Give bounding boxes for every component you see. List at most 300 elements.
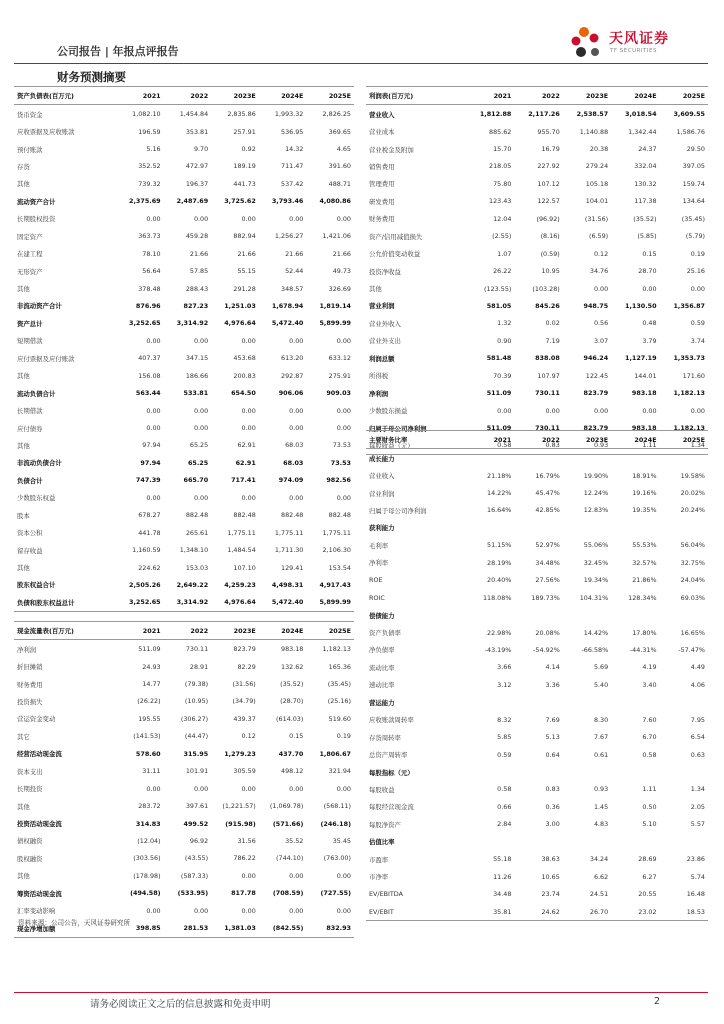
cell-value <box>611 833 659 850</box>
table-row <box>366 589 708 606</box>
table-row <box>14 437 354 454</box>
row-label: 营运能力 <box>369 698 395 707</box>
cell-value: 56.64 <box>142 267 161 276</box>
cell-value: 2,538.57 <box>576 110 609 119</box>
cell-value: 0.00 <box>241 784 256 793</box>
row-label: 其他 <box>17 872 30 881</box>
cell-value <box>514 763 562 780</box>
cell-value: 23.02 <box>611 903 659 921</box>
cell-value: 15.70 <box>493 145 512 154</box>
row-label: 每股指标（元） <box>369 768 414 777</box>
table-row <box>366 746 708 763</box>
cell-value: 29.50 <box>686 145 705 154</box>
cell-value: 537.42 <box>281 179 304 188</box>
cell-value: 882.48 <box>185 511 209 520</box>
cell-value: 678.27 <box>138 511 161 520</box>
cell-value: 78.10 <box>142 249 161 258</box>
cell-value: (744.10) <box>276 854 304 863</box>
row-label: 长期股权投资 <box>17 215 56 224</box>
cell-value: 397.05 <box>682 162 705 171</box>
cell-value: 0.00 <box>193 906 209 915</box>
cell-value: 1,279.23 <box>224 749 256 758</box>
cell-value: 57.85 <box>189 267 209 276</box>
cell-value <box>611 606 659 623</box>
cell-value: 1,251.03 <box>224 301 256 310</box>
row-label: 净利率 <box>369 559 389 568</box>
cell-value: 1,182.13 <box>673 424 705 433</box>
cell-value <box>660 606 708 623</box>
cell-value: 153.03 <box>185 563 209 572</box>
table-row <box>366 484 708 501</box>
cell-value: (44.47) <box>184 732 209 741</box>
cell-value: 4.06 <box>690 680 705 689</box>
row-label: ROE <box>369 576 383 585</box>
row-label: 投资活动现金流 <box>17 820 62 829</box>
cell-value: 20.40% <box>487 576 512 585</box>
table-row <box>14 780 354 797</box>
cell-value: 68.03 <box>285 441 304 450</box>
table-row <box>14 315 354 332</box>
table-row <box>14 675 354 692</box>
logo-text-en: TF SECURITIES <box>610 48 657 54</box>
cell-value: 838.08 <box>535 354 560 363</box>
cell-value: 5,472.40 <box>259 594 307 612</box>
cell-value: 34.76 <box>589 267 609 276</box>
cell-value: 511.09 <box>486 424 512 433</box>
cell-value: (43.55) <box>184 854 209 863</box>
row-label: 成长能力 <box>369 454 395 463</box>
cell-value: 3.40 <box>642 680 657 689</box>
cell-value: 265.61 <box>185 528 209 537</box>
cell-value <box>514 519 562 536</box>
row-label: 每股经营现金流 <box>369 803 414 812</box>
table-row <box>366 537 708 554</box>
row-label: 其他 <box>17 564 30 573</box>
row-label: 经营活动现金流 <box>17 750 62 759</box>
cell-value: 292.87 <box>281 371 304 380</box>
cell-value: 24.62 <box>514 903 562 921</box>
cell-value: 0.00 <box>690 284 705 293</box>
table-row <box>14 885 354 902</box>
table-row <box>14 867 354 884</box>
cell-value: 0.93 <box>593 785 609 794</box>
row-label: EV/EBIT <box>366 903 466 921</box>
table-row <box>14 175 354 192</box>
cell-value: 2,487.69 <box>176 197 209 206</box>
row-label: 存货周转率 <box>369 733 401 742</box>
cell-value: 498.12 <box>281 767 304 776</box>
table-row <box>14 832 354 849</box>
cell-value: 165.36 <box>328 662 351 671</box>
cell-value: 1,678.94 <box>271 301 304 310</box>
cell-value <box>466 449 514 467</box>
cell-value: 107.97 <box>537 371 560 380</box>
table-row <box>14 472 354 489</box>
cell-value: 35.81 <box>466 903 514 921</box>
row-label: 债权融资 <box>17 837 43 846</box>
cell-value: 279.24 <box>585 162 609 171</box>
cell-value: -43.19% <box>484 645 512 654</box>
table-row <box>14 228 354 245</box>
cell-value: 0.00 <box>146 493 161 502</box>
table-row <box>366 903 708 921</box>
cell-value: 730.11 <box>535 389 560 398</box>
row-label: 存货 <box>17 162 30 171</box>
cell-value: 0.00 <box>146 336 161 345</box>
cell-value <box>563 833 611 850</box>
cell-value: 2,117.26 <box>528 110 560 119</box>
brand-logo <box>569 24 684 62</box>
cell-value: 581.48 <box>486 354 512 363</box>
cell-value: 488.71 <box>328 179 351 188</box>
cell-value: 0.93 <box>563 437 611 455</box>
cell-value: 876.96 <box>135 301 161 310</box>
row-label: 股权融资 <box>17 854 43 863</box>
cell-value <box>466 519 514 536</box>
row-label: 销售费用 <box>369 162 395 171</box>
cell-value: 0.58 <box>466 437 514 455</box>
row-label: 归属于母公司净利润 <box>369 424 427 433</box>
row-label: 所得税 <box>369 372 389 381</box>
cell-value: 10.65 <box>541 872 560 881</box>
table-row <box>366 105 708 123</box>
cell-value: 42.85% <box>535 506 560 515</box>
year-header: 2025E <box>306 622 354 640</box>
cell-value: 28.19% <box>487 558 512 567</box>
balance-sheet-table <box>14 86 354 612</box>
cell-value: 2,505.26 <box>129 580 161 589</box>
cell-value: 909.03 <box>326 389 351 398</box>
cell-value: (96.92) <box>536 214 560 223</box>
cell-value: (5.79) <box>685 232 705 241</box>
cell-value: 28.69 <box>638 855 657 864</box>
cell-value: 16.65% <box>680 628 705 637</box>
table-row <box>14 297 354 314</box>
table-row <box>14 262 354 279</box>
cell-value <box>563 606 611 623</box>
table-row <box>366 140 708 157</box>
row-label: 市净率 <box>369 873 389 882</box>
table-row <box>366 816 708 833</box>
row-label: 流动负债合计 <box>17 389 56 398</box>
cell-value: 129.41 <box>281 563 304 572</box>
logo-text-cn: 天风证券 <box>609 31 669 47</box>
cell-value: 26.22 <box>493 267 512 276</box>
cell-value: 20.02% <box>680 489 705 498</box>
cell-value: 0.63 <box>690 750 705 759</box>
table-row <box>366 711 708 728</box>
cell-value: 4,917.43 <box>319 580 351 589</box>
row-label: 汇率变动影响 <box>17 907 56 916</box>
cell-value: (12.04) <box>137 836 161 845</box>
row-label: 少数股东权益 <box>17 494 56 503</box>
cell-value: (31.56) <box>232 680 256 689</box>
cell-value: 0.12 <box>593 249 609 258</box>
row-label: 资产负债率 <box>369 629 401 638</box>
cell-value: (35.45) <box>327 680 351 689</box>
cell-value: (494.58) <box>130 889 161 898</box>
cell-value: 0.00 <box>289 906 304 915</box>
cell-value: 26.70 <box>563 903 611 921</box>
cell-value: 2.84 <box>497 820 512 829</box>
section-title: 财务预测摘要 <box>57 70 126 84</box>
cell-value: 12.83% <box>583 506 609 515</box>
row-label: 预付账款 <box>17 145 43 154</box>
cell-value: 3.79 <box>642 336 657 345</box>
cell-value: 407.37 <box>138 354 161 363</box>
cell-value: 0.00 <box>336 406 351 415</box>
cell-value: 104.31% <box>579 593 609 602</box>
cell-value: 0.00 <box>593 284 609 293</box>
cell-value: (34.79) <box>232 697 256 706</box>
cell-value: 0.00 <box>241 906 256 915</box>
cell-value: 0.00 <box>336 214 351 223</box>
cell-value: 1,993.32 <box>274 110 304 119</box>
cell-value <box>611 763 659 780</box>
cell-value: (35.52) <box>280 680 304 689</box>
cell-value: 14.42% <box>583 628 609 637</box>
cell-value: 363.73 <box>138 232 161 241</box>
cell-value: 0.00 <box>336 493 351 502</box>
table-row <box>366 659 708 676</box>
row-label: 货币资金 <box>17 110 43 119</box>
cell-value: (614.03) <box>276 714 304 723</box>
row-label: 营业利润 <box>369 489 395 498</box>
year-header: 2023E <box>211 87 259 105</box>
cell-value: 189.73% <box>531 593 560 602</box>
cell-value: 1,819.14 <box>319 301 351 310</box>
cell-value: 391.60 <box>328 162 351 171</box>
row-label: 资产总计 <box>17 319 43 328</box>
cell-value: 171.60 <box>682 371 705 380</box>
cell-value: 3,725.62 <box>224 197 256 206</box>
cell-value: 73.53 <box>332 441 351 450</box>
cell-value: 0.00 <box>146 784 161 793</box>
table-row <box>14 576 354 593</box>
year-header: 2024E <box>259 622 307 640</box>
cell-value: 3,793.46 <box>271 197 304 206</box>
year-header: 2022 <box>164 622 212 640</box>
row-label: 归属于母公司净利润 <box>369 506 427 515</box>
table-row <box>366 798 708 815</box>
cell-value: 257.91 <box>233 127 256 136</box>
cell-value: 0.00 <box>289 406 304 415</box>
cell-value: 0.36 <box>545 802 560 811</box>
cell-value: 0.00 <box>289 336 304 345</box>
cell-value: (28.70) <box>280 697 304 706</box>
cell-value: 1,711.30 <box>274 546 304 555</box>
row-label: 营业收入 <box>369 110 395 119</box>
year-header: 2021 <box>466 431 514 449</box>
table-row <box>366 694 708 711</box>
row-label: 财务费用 <box>17 680 43 689</box>
cell-value: 0.00 <box>193 336 209 345</box>
cell-value: 946.24 <box>583 354 609 363</box>
row-label: 速动比率 <box>369 681 395 690</box>
table-row <box>14 280 354 297</box>
cell-value: 439.37 <box>233 714 256 723</box>
cell-value: 34.24 <box>589 855 609 864</box>
cell-value: 1.11 <box>611 437 659 455</box>
cell-value: 31.56 <box>237 836 256 845</box>
cell-value: 0.00 <box>593 406 609 415</box>
row-label: 每股收益 <box>369 785 395 794</box>
row-label: 总资产周转率 <box>369 751 408 760</box>
cell-value: 144.01 <box>634 371 657 380</box>
cell-value: 0.00 <box>289 424 304 433</box>
row-label: 营业成本 <box>369 128 395 137</box>
cell-value: (0.59) <box>540 249 560 258</box>
cell-value: 665.70 <box>183 476 209 485</box>
table-row <box>366 402 708 419</box>
cell-value: 0.00 <box>241 336 256 345</box>
cell-value: 0.56 <box>593 319 609 328</box>
row-label: 偿债能力 <box>369 611 395 620</box>
row-label: 管理费用 <box>369 180 395 189</box>
cell-value: 107.10 <box>233 563 256 572</box>
table-row <box>14 105 354 123</box>
cell-value: 75.80 <box>493 179 512 188</box>
cell-value: 107.12 <box>537 179 560 188</box>
table-row <box>14 419 354 436</box>
cell-value: 472.97 <box>185 162 209 171</box>
cell-value: 35.45 <box>332 836 351 845</box>
cell-value: 134.64 <box>682 197 705 206</box>
cell-value: 8.30 <box>593 715 609 724</box>
cell-value: 20.38 <box>589 145 609 154</box>
cell-value: 49.73 <box>332 267 351 276</box>
cell-value: 196.59 <box>138 127 161 136</box>
row-label: 投资损失 <box>17 697 43 706</box>
cell-value: 1.45 <box>593 802 609 811</box>
cell-value: 19.90% <box>583 471 609 480</box>
cell-value: 68.03 <box>283 458 304 467</box>
cell-value <box>660 833 708 850</box>
cell-value: 3,609.55 <box>673 110 705 119</box>
cell-value: 25.16 <box>686 267 705 276</box>
cell-value: 3.12 <box>497 680 512 689</box>
table-row <box>366 728 708 745</box>
cell-value: (35.52) <box>633 214 657 223</box>
cell-value: 35.52 <box>285 836 304 845</box>
table-row <box>366 158 708 175</box>
cell-value: 0.00 <box>241 871 256 880</box>
cell-value: 5,899.99 <box>306 594 354 612</box>
cell-value: 38.63 <box>541 855 560 864</box>
cell-value: 1.34 <box>690 785 705 794</box>
cell-value: 1,381.03 <box>211 919 259 937</box>
cell-value: 55.06% <box>583 541 609 550</box>
cell-value <box>514 449 562 467</box>
cell-value <box>514 606 562 623</box>
cell-value: 96.92 <box>189 836 209 845</box>
year-header: 2024E <box>611 87 659 105</box>
cell-value: 153.54 <box>328 563 351 572</box>
row-label: 其他 <box>17 285 30 294</box>
cell-value: 730.11 <box>185 645 209 654</box>
cell-value: 4,976.64 <box>224 319 256 328</box>
cell-value: 0.00 <box>336 336 351 345</box>
table-row <box>14 850 354 867</box>
cell-value: 16.79% <box>535 471 560 480</box>
row-label: 营业外收入 <box>369 319 401 328</box>
cell-value: 955.70 <box>537 127 560 136</box>
footer-disclaimer: 请务必阅读正文之后的信息披露和免责申明 <box>90 999 271 1010</box>
cell-value: 7.95 <box>690 715 705 724</box>
cell-value: 189.19 <box>233 162 256 171</box>
cell-value <box>563 694 611 711</box>
row-label: 其他 <box>17 802 30 811</box>
page-number: 2 <box>654 996 661 1007</box>
cell-value: 1,140.88 <box>579 127 609 136</box>
table-row <box>14 693 354 710</box>
cell-value: 186.66 <box>185 371 209 380</box>
cell-value: 14.32 <box>285 145 304 154</box>
cell-value: 0.00 <box>193 214 209 223</box>
cell-value: 28.70 <box>638 267 657 276</box>
row-label: 净负债率 <box>369 646 395 655</box>
table-row <box>366 851 708 868</box>
cell-value: 885.62 <box>489 127 512 136</box>
table-row <box>366 781 708 798</box>
cell-value: 9.70 <box>193 145 209 154</box>
table-row <box>366 210 708 227</box>
cell-value: 0.58 <box>642 750 657 759</box>
cell-value <box>466 694 514 711</box>
row-label: 留存收益 <box>17 546 43 555</box>
cell-value: 352.52 <box>138 162 161 171</box>
cell-value: 0.15 <box>642 249 657 258</box>
row-label: 每股净资产 <box>369 820 401 829</box>
table-row <box>14 332 354 349</box>
cell-value: 5.74 <box>690 872 705 881</box>
row-label: EV/EBITDA <box>369 890 403 899</box>
cell-value: 0.00 <box>146 906 161 915</box>
cell-value: 2,835.86 <box>227 110 256 119</box>
cell-value: 1,353.73 <box>673 354 705 363</box>
year-header: 2025E <box>306 87 354 105</box>
cell-value: 21.66 <box>332 249 351 258</box>
cell-value: 5.16 <box>146 145 161 154</box>
row-label: 应付票据及应付账款 <box>17 354 75 363</box>
cell-value: 288.43 <box>185 284 209 293</box>
year-header: 2023E <box>563 87 611 105</box>
table-row <box>366 245 708 262</box>
row-label: 营业收入 <box>369 472 395 481</box>
cell-value: 1.32 <box>497 319 512 328</box>
row-label: 其他 <box>17 180 30 189</box>
cell-value: (842.55) <box>259 919 307 937</box>
cell-value: 159.74 <box>682 179 705 188</box>
cell-value: 122.45 <box>585 371 609 380</box>
cell-value: 511.09 <box>486 389 512 398</box>
cell-value: 0.00 <box>336 906 351 915</box>
cell-value: 12.24% <box>583 489 609 498</box>
cell-value: 1,484.54 <box>227 546 256 555</box>
table-row <box>14 745 354 762</box>
cell-value: 739.32 <box>138 179 161 188</box>
cell-value: 218.05 <box>489 162 512 171</box>
cell-value: 24.04% <box>680 576 705 585</box>
row-label: 营业利润 <box>369 302 395 311</box>
cell-value: 983.18 <box>631 389 657 398</box>
cell-value: 0.19 <box>690 249 705 258</box>
table-row <box>14 640 354 658</box>
cell-value: 4,498.31 <box>271 580 304 589</box>
source-note: 资料来源：公司公告，天风证券研究所 <box>18 919 131 927</box>
cell-value: 511.09 <box>138 645 161 654</box>
cell-value: 97.94 <box>142 441 161 450</box>
